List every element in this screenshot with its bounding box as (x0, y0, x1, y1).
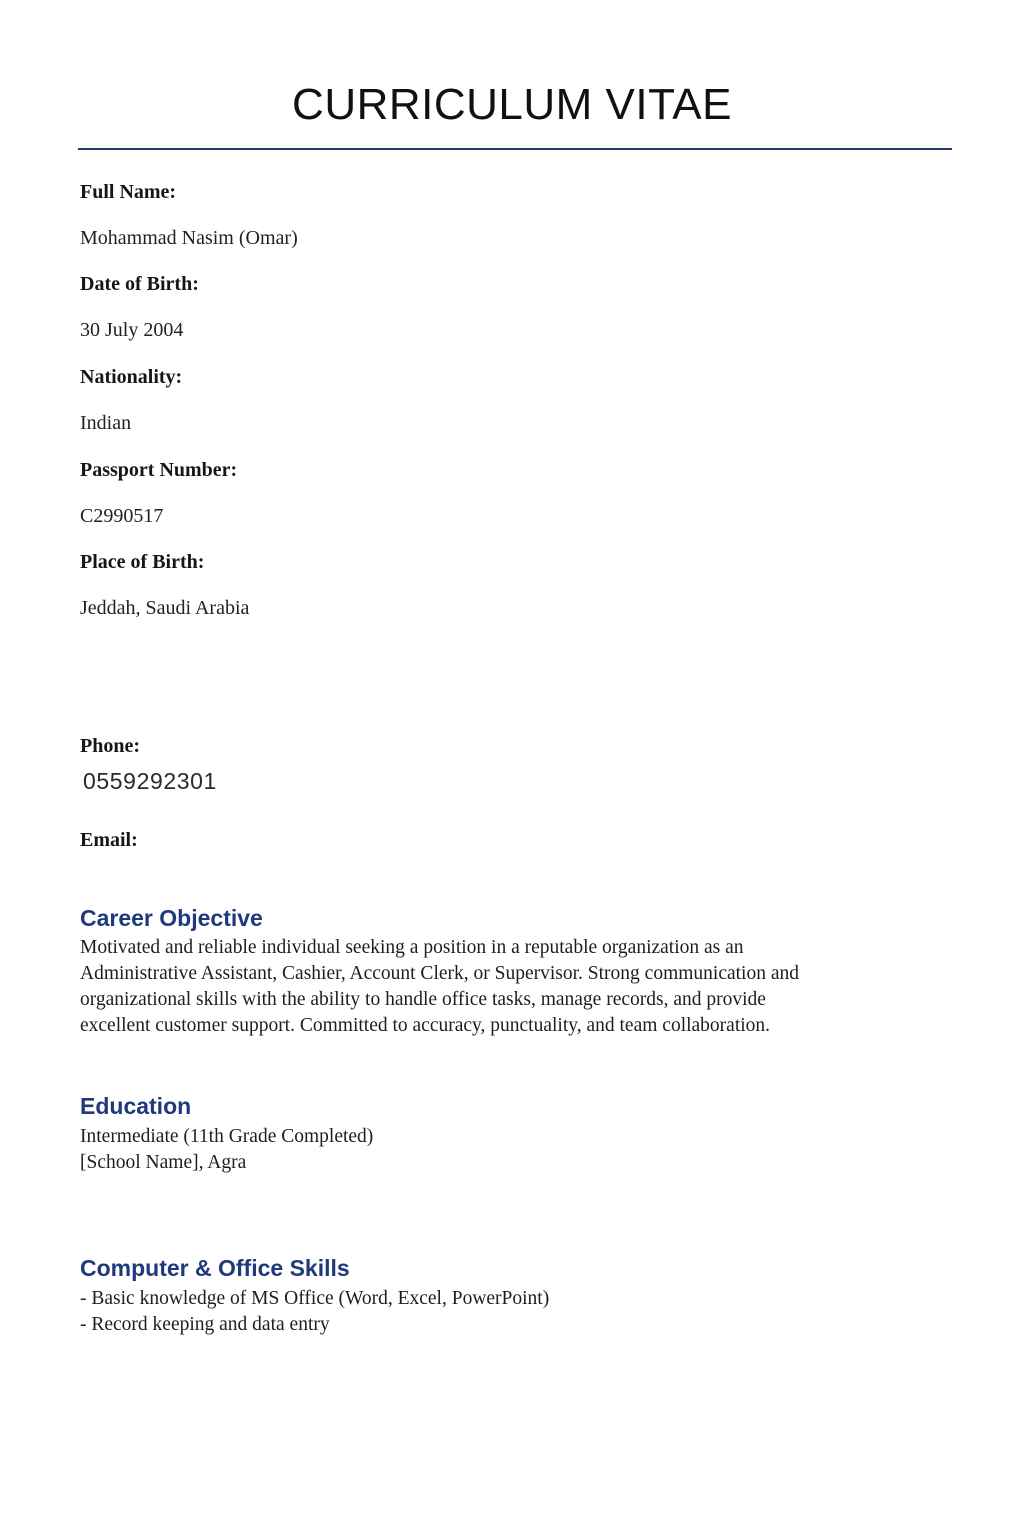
phone-value: 0559292301 (83, 768, 217, 794)
pob-label: Place of Birth: (80, 551, 205, 573)
pob-value: Jeddah, Saudi Arabia (80, 597, 250, 619)
full-name-value: Mohammad Nasim (Omar) (80, 227, 298, 249)
nationality-label: Nationality: (80, 366, 183, 388)
phone-label: Phone: (80, 735, 140, 757)
skill-item: - Basic knowledge of MS Office (Word, Excel, PowerPoint) (80, 1288, 550, 1309)
education-heading: Education (80, 1093, 192, 1119)
passport-label: Passport Number: (80, 459, 238, 481)
skills-list (80, 1286, 960, 1338)
education-text (80, 1124, 960, 1176)
objective-line: Administrative Assistant, Cashier, Account Clerk, or Supervisor. Strong communication and (80, 963, 800, 984)
education-line: [School Name], Agra (80, 1152, 247, 1173)
skills-heading: Computer & Office Skills (80, 1255, 350, 1281)
education-line: Intermediate (11th Grade Completed) (80, 1126, 374, 1147)
objective-line: organizational skills with the ability to handle office tasks, manage records, and provide (80, 989, 766, 1010)
title-divider (78, 148, 952, 150)
email-label: Email: (80, 829, 138, 851)
document-title: CURRICULUM VITAE (292, 80, 732, 129)
dob-value: 30 July 2004 (80, 319, 184, 341)
objective-line: excellent customer support. Committed to accuracy, punctuality, and team collaboration. (80, 1015, 771, 1036)
full-name-label: Full Name: (80, 181, 177, 203)
passport-value: C2990517 (80, 505, 164, 527)
objective-line: Motivated and reliable individual seeking a position in a reputable organization as an (80, 937, 744, 958)
skill-item: - Record keeping and data entry (80, 1314, 330, 1335)
career-objective-text (80, 935, 960, 1039)
career-objective-heading: Career Objective (80, 905, 263, 931)
dob-label: Date of Birth: (80, 273, 199, 295)
nationality-value: Indian (80, 412, 132, 434)
